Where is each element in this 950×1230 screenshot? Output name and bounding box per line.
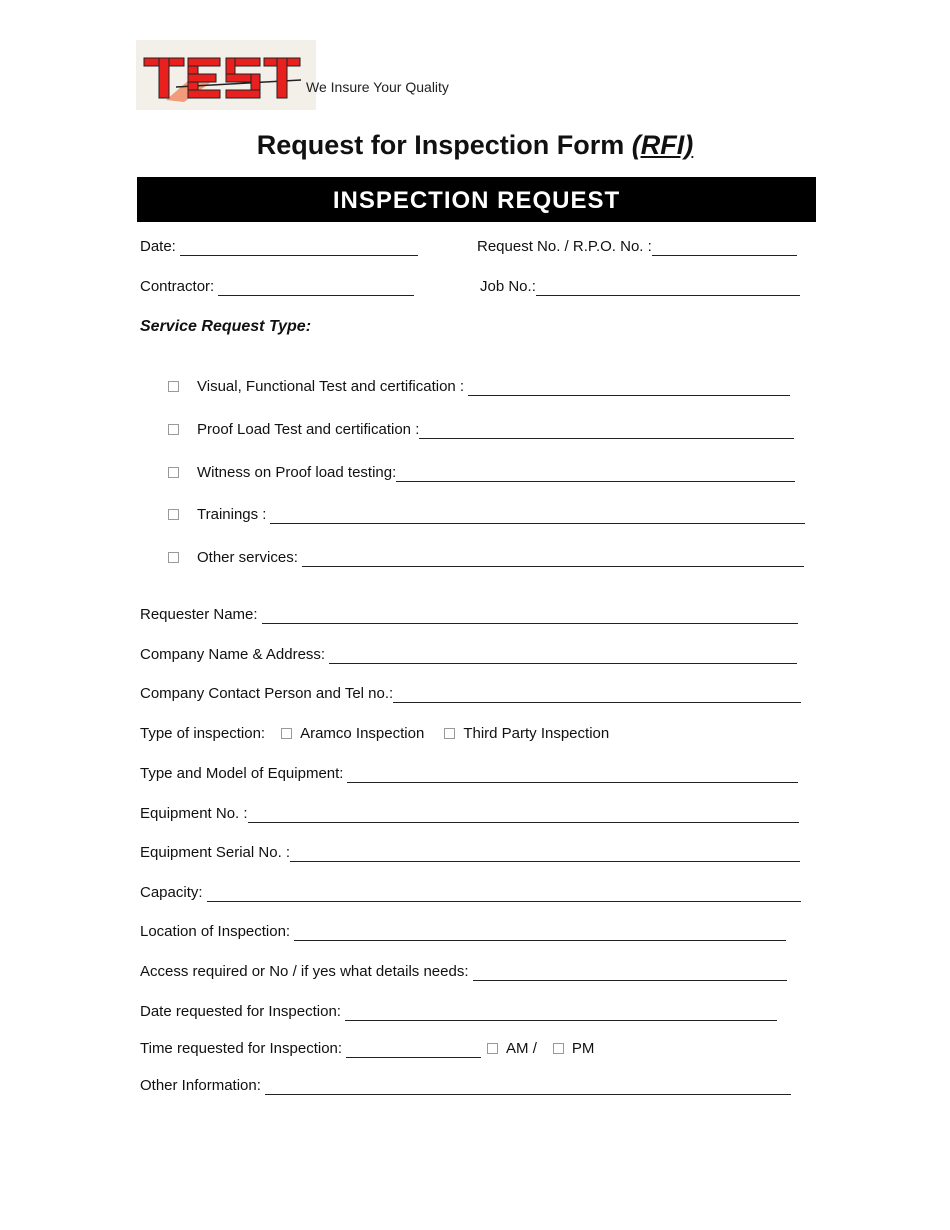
company-contact-field[interactable] <box>140 685 801 703</box>
company-name-address-field[interactable] <box>140 646 797 664</box>
third-party-inspection-checkbox[interactable] <box>444 728 455 739</box>
pm-checkbox[interactable] <box>553 1043 564 1054</box>
service-option-visual[interactable] <box>168 378 790 396</box>
date-requested-line[interactable] <box>345 1004 777 1021</box>
company-logo <box>136 40 316 110</box>
capacity-line[interactable] <box>207 885 801 902</box>
form-title-rfi: (RFI) <box>631 130 694 160</box>
other-information-label: Other Information: <box>140 1077 261 1094</box>
am-label: AM / <box>506 1040 537 1057</box>
capacity-field[interactable] <box>140 884 801 902</box>
requester-name-field[interactable] <box>140 606 798 624</box>
aramco-inspection-label: Aramco Inspection <box>300 725 425 742</box>
service-option-proof-load[interactable] <box>168 421 794 439</box>
date-line[interactable] <box>180 239 418 256</box>
requester-name-line[interactable] <box>262 607 798 624</box>
job-no-label: Job No.: <box>480 278 536 295</box>
location-of-inspection-line[interactable] <box>294 924 786 941</box>
equipment-no-label: Equipment No. : <box>140 805 248 822</box>
equipment-no-line[interactable] <box>248 806 799 823</box>
service-option-label: Visual, Functional Test and certification : <box>197 378 465 395</box>
equipment-serial-no-line[interactable] <box>290 845 800 862</box>
am-checkbox[interactable] <box>487 1043 498 1054</box>
location-of-inspection-label: Location of Inspection: <box>140 923 291 940</box>
service-option-line[interactable] <box>396 465 795 482</box>
service-option-label: Proof Load Test and certification : <box>197 421 420 438</box>
service-option-line[interactable] <box>468 379 790 396</box>
aramco-inspection-checkbox[interactable] <box>281 728 292 739</box>
time-requested-field <box>140 1040 594 1058</box>
service-option-witness[interactable] <box>168 464 795 482</box>
type-of-inspection-field <box>140 725 609 743</box>
service-option-other[interactable] <box>168 549 804 567</box>
job-no-field[interactable] <box>480 278 800 296</box>
company-name-address-label: Company Name & Address: <box>140 646 326 663</box>
service-option-line[interactable] <box>419 422 794 439</box>
request-no-line[interactable] <box>652 239 797 256</box>
inspection-request-banner: INSPECTION REQUEST <box>137 177 816 222</box>
type-model-equipment-label: Type and Model of Equipment: <box>140 765 344 782</box>
requester-name-label: Requester Name: <box>140 606 258 623</box>
service-request-heading: Service Request Type: <box>140 318 312 335</box>
date-requested-label: Date requested for Inspection: <box>140 1003 341 1020</box>
access-required-label: Access required or No / if yes what details needs: <box>140 963 469 980</box>
checkbox[interactable] <box>168 509 179 520</box>
checkbox[interactable] <box>168 424 179 435</box>
request-no-label: Request No. / R.P.O. No. : <box>477 238 652 255</box>
contractor-label: Contractor: <box>140 278 215 295</box>
company-contact-line[interactable] <box>393 686 801 703</box>
service-option-line[interactable] <box>302 550 804 567</box>
date-field[interactable] <box>140 238 418 256</box>
time-requested-line[interactable] <box>346 1041 481 1058</box>
equipment-serial-no-field[interactable] <box>140 844 800 862</box>
type-model-equipment-line[interactable] <box>347 766 798 783</box>
date-label: Date: <box>140 238 176 255</box>
company-contact-label: Company Contact Person and Tel no.: <box>140 685 394 702</box>
pm-label: PM <box>571 1040 595 1057</box>
job-no-line[interactable] <box>536 279 800 296</box>
request-no-field[interactable] <box>477 238 797 256</box>
location-of-inspection-field[interactable] <box>140 923 786 941</box>
capacity-label: Capacity: <box>140 884 203 901</box>
other-information-line[interactable] <box>265 1078 791 1095</box>
access-required-line[interactable] <box>473 964 787 981</box>
access-required-field[interactable] <box>140 963 787 981</box>
service-option-line[interactable] <box>270 507 805 524</box>
date-requested-field[interactable] <box>140 1003 777 1021</box>
form-title <box>0 130 950 161</box>
service-option-label: Other services: <box>197 549 298 566</box>
company-tagline: We Insure Your Quality <box>306 79 449 95</box>
checkbox[interactable] <box>168 467 179 478</box>
form-title-main: Request for Inspection Form <box>256 130 632 160</box>
contractor-line[interactable] <box>218 279 414 296</box>
type-of-inspection-label: Type of inspection: <box>140 725 266 742</box>
other-information-field[interactable] <box>140 1077 791 1095</box>
company-name-address-line[interactable] <box>329 647 797 664</box>
third-party-inspection-label: Third Party Inspection <box>463 725 610 742</box>
checkbox[interactable] <box>168 381 179 392</box>
service-option-trainings[interactable] <box>168 506 805 524</box>
checkbox[interactable] <box>168 552 179 563</box>
equipment-serial-no-label: Equipment Serial No. : <box>140 844 291 861</box>
equipment-no-field[interactable] <box>140 805 799 823</box>
contractor-field[interactable] <box>140 278 414 296</box>
service-option-label: Witness on Proof load testing: <box>197 464 397 481</box>
service-option-label: Trainings : <box>197 506 267 523</box>
type-model-equipment-field[interactable] <box>140 765 798 783</box>
time-requested-label: Time requested for Inspection: <box>140 1040 343 1057</box>
